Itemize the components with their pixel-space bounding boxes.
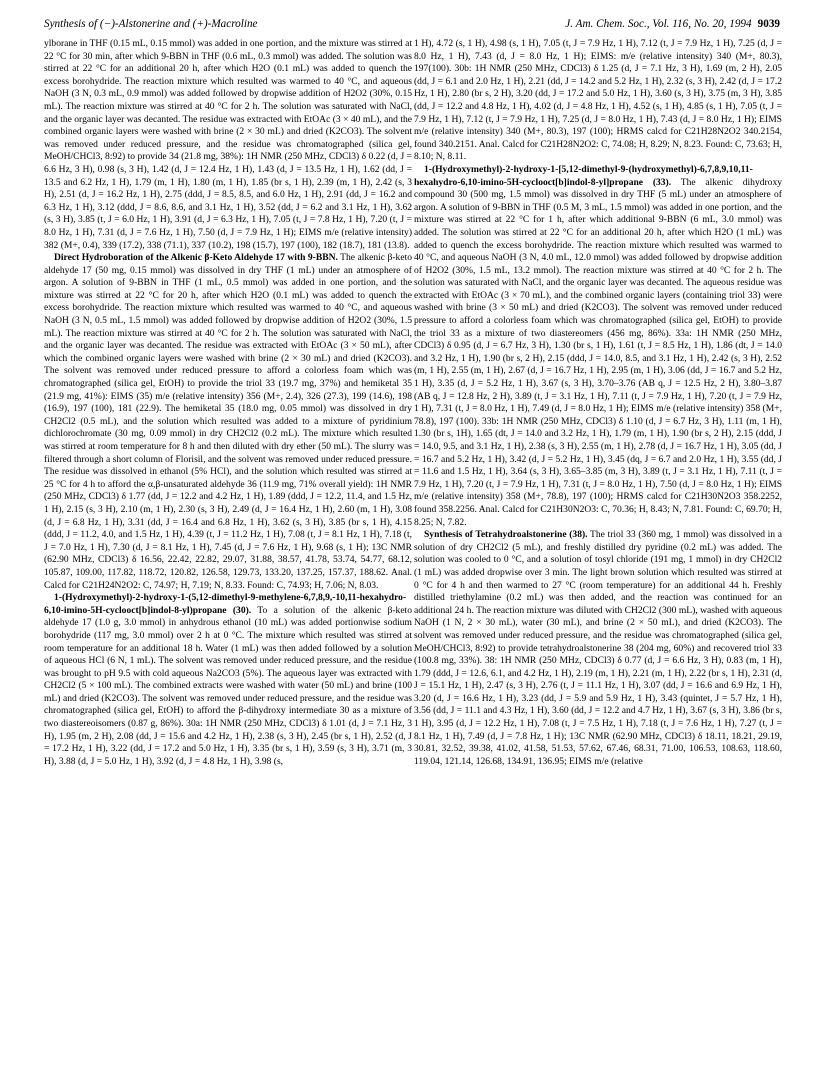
paragraph-text: The alkenic β-keto aldehyde 17 (50 mg, 0.15 mmol) was dissolved in dry THF (1 mL) under an atmosphere of argon. A solution of 9-BBN in THF (1 mL, 0.5 mmol) was added in one portion, and the mixture was stirred at 22 °C for 20 h, after which H2O (0.1 mL) was added to quench the excess borohydride. The reaction mixture which resulted was warmed to 40 °C, and aqueous NaOH (3 N, 0.5 mL, 1.5 mmol) was added followed by dropwise addition of H2O2 (30%, 1.5 mL). The reaction mixture was stirred at 40 °C for 2 h. The solution was saturated with NaCl, and the organic layer was decanted. The residue was extracted with EtOAc (3 × 50 mL), after which the combined organic layers were washed with brine (2 × 30 mL) and dried (K2CO3). The solvent was removed under reduced pressure to afford a colorless foam which was chromatographed (silica gel, EtOH) to provide the triol 33 (19.7 mg, 37%) and hemiketal 35 (21.9 mg, 41%): EIMS (35) m/e (relative intensity) 356 (M+, 2.4), 326 (27.3), 199 (14.6), 198 (16.9), 197 (100), 181 (22.9). The hemiketal 35 (18.0 mg, 0.05 mmol) was dissolved in dry CH2Cl2 (0.5 mL), and the solution which resulted was added to a mixture of pyridinium dichlorochromate (30 mg, 0.09 mmol) in dry CH2Cl2 (0.2 mL). The mixture which resulted was stirred at room temperature for 8 h and then diluted with dry ether (50 mL). The slurry was filtered through a short column of Florisil, and the solvent was removed under reduced pressure. The residue was dissolved in ethanol (5% HCl), and the solution which resulted was stirred at 25 °C for 4 h to afford the α,β-unsaturated aldehyde 36 (11.9 mg, 71% overall yield): 1H NMR (250 MHz, CDCl3) δ 1.77 (dd, J = 12.2 and 4.2 Hz, 1 H), 1.89 (ddd, J = 12.2, 11.4, and 1.5 Hz, 1 H), 2.15 (s, 3 H), 2.10 (m, 1 H), 2.30 (s, 3 H), 2.49 (d, J = 16.4 Hz, 1 H), 2.60 (m, 1 H), 3.08 (d, J = 6.8 Hz, 1 H), 3.31 (dd, J = 16.4 and 6.8 Hz, 1 H), 3.62 (s, 3 H), 3.85 (br s, 1 H), 4.15 (ddd, J = 11.2, 4.0, and 1.5 Hz, 1 H), 4.39 (t, J = 11.2 Hz, 1 H), 7.08 (t, J = 8.1 Hz, 1 H), 7.18 (t, J = 7.0 Hz, 1 H), 7.30 (d, J = 8.1 Hz, 1 H), 7.45 (d, J = 7.6 Hz, 1 H), 9.68 (s, 1 H); 13C NMR (62.90 MHz, CDCl3) δ 16.56, 22.42, 22.82, 29.07, 31.88, 38.57, 41.78, 53.74, 54.77, 68.12, 105.87, 109.00, 117.82, 118.72, 120.82, 126.58, 129.73, 133.20, 137.25, 157.37, 188.62. Anal. Calcd for C21H24N2O2: C, 74.97; H, 7.19; N, 8.33. Found: C, 74.93; H, 7.06; N, 8.03. xyxy=(44,252,412,591)
paragraph xyxy=(414,38,782,164)
section-heading: 1-(Hydroxymethyl)-2-hydroxy-1-[5,12-dimethyl-9-(hydroxymethyl)-6,7,8,9,10,11-hexahydro-6,10-imino-5H-cyclooct[b]indol-8-yl]propane (33). xyxy=(414,163,753,188)
paragraph-text: The triol 33 (360 mg, 1 mmol) was dissolved in a solution of dry CH2Cl2 (5 mL), and freshly distilled dry pyridine (0.2 mL) was added. The solution was cooled to 0 °C, and a solution of tosyl chloride (191 mg, 1 mmol) in dry CH2Cl2 (1 mL) was added dropwise over 3 min. The light brown solution which resulted was stirred at 0 °C for 4 h and then warmed to 27 °C (room temperature) for an additional 44 h. Freshly distilled triethylamine (0.2 mL) was then added, and the reaction was continued for an additional 24 h. The reaction mixture was diluted with CH2Cl2 (300 mL), washed with aqueous NaOH (1 N, 2 × 30 mL), water (30 mL), and brine (2 × 50 mL), and dried (K2CO3). The solvent was removed under reduced pressure, and the residue was chromatographed (silica gel, MeOH/CHCl3, 8:92) to provide tetrahydroalstonerine 38 (204 mg, 60%) and recovered triol 33 (100.8 mg, 33%). 38: 1H NMR (250 MHz, CDCl3) δ 0.77 (d, J = 6.6 Hz, 3 H), 0.83 (m, 1 H), 1.79 (ddd, J = 12.6, 6.1, and 4.2 Hz, 1 H), 2.19 (m, 1 H), 2.21 (m, 1 H), 2.22 (br s, 1 H), 2.31 (d, J = 15.1 Hz, 1 H), 2.47 (s, 3 H), 2.76 (t, J = 11.1 Hz, 1 H), 3.07 (dd, J = 16.6 and 6.9 Hz, 1 H), 3.20 (d, J = 16.6 Hz, 1 H), 3.23 (dd, J = 5.9 and 5.9 Hz, 1 H), 3.43 (quintet, J = 5.7 Hz, 1 H), 3.56 (dd, J = 11.1 and 4.3 Hz, 1 H), 3.60 (dd, J = 12.2 and 4.7 Hz, 1 H), 3.67 (s, 3 H), 3.86 (br s, 1 H), 3.95 (d, J = 12.2 Hz, 1 H), 7.08 (t, J = 7.5 Hz, 1 H), 7.18 (t, J = 7.6 Hz, 1 H), 7.27 (t, J = 8.1 Hz, 1 H), 7.49 (d, J = 7.8 Hz, 1 H); 13C NMR (62.90 MHz, CDCl3) δ 18.11, 18.21, 29.19, 30.81, 32.52, 39.38, 41.02, 41.58, 51.53, 57.62, 67.46, 68.31, 71.00, 106.53, 108.63, 118.60, 119.04, 121.14, 126.68, 134.91, 136.95; EIMS m/e (relative xyxy=(414,529,782,767)
section-heading: Synthesis of Tetrahydroalstonerine (38). xyxy=(424,529,588,541)
running-title: Synthesis of (−)-Alstonerine and (+)-Macroline xyxy=(44,18,258,30)
journal-name: J. Am. Chem. Soc., Vol. 116, No. 20, 1994 xyxy=(565,18,752,30)
paragraph-text: To a solution of the alkenic β-keto aldehyde 17 (1.0 g, 3.0 mmol) in anhydrous ethanol (10 mL) was added portionwise sodium borohydride (117 mg, 3.0 mmol) over 2 h at 0 °C. The mixture which resulted was stirred at room temperature for an additional 18 h. Water (1 mL) was then added followed by a solution of aqueous HCl (6 N, 1 mL). The solvent was removed under reduced pressure, and the residue was brought to pH 9.5 with cold aqueous Na2CO3 (5%). The aqueous layer was extracted with CH2Cl2 (5 × 100 mL). The combined extracts were washed with water (50 mL) and brine (100 mL) and dried (K2CO3). The solvent was removed under reduced pressure, and the residue was chromatographed (silica gel, EtOH) to afford the β-dihydroxy intermediate 30 as a mixture of two diastereoisomers (0.87 g, 86%). 30a: 1H NMR (250 MHz, CDCl3) δ 1.01 (d, J = 7.1 Hz, 3 H), 1.95 (m, 2 H), 2.08 (dd, J = 15.6 and 4.2 Hz, 1 H), 2.38 (s, 3 H), 2.45 (br s, 1 H), 2.52 (d, J = 17.2 Hz, 1 H), 3.22 (dd, J = 17.2 and 5.0 Hz, 1 H), 3.35 (br s, 1 H), 3.59 (s, 3 H), 3.71 (m, 3 H), 3.88 (d, J = 5.0 Hz, 1 H), 3.92 (d, J = 4.8 Hz, 1 H), 3.98 (s, xyxy=(44,604,412,767)
section-heading: 1-(Hydroxymethyl)-2-hydroxy-1-(5,12-dimethyl-9-methylene-6,7,8,9,-10,11-hexahydro-6,10-imino-5H-cyclooct[b]indol-8-yl)propane (30). xyxy=(44,592,407,616)
section-heading: Direct Hydroboration of the Alkenic β-Keto Aldehyde 17 with 9-BBN. xyxy=(54,252,338,264)
paragraph xyxy=(44,592,412,768)
paragraph xyxy=(44,38,412,252)
paragraph xyxy=(414,164,782,529)
paragraph-text: ylborane in THF (0.15 mL, 0.15 mmol) was added in one portion, and the mixture was stirred at 22 °C for 30 min, after which 9-BBN in THF (0.6 mL, 0.3 mmol) was added. The solution was stirred at 22 °C for an additional 20 h, after which H2O (0.1 mL) was added to quench the excess borohydride. The reaction mixture which resulted was warmed to 40 °C, and aqueous NaOH (3 N, 0.3 mL, 0.9 mmol) was added followed by dropwise addition of H2O2 (30%, 0.15 mL). The reaction mixture was stirred at 40 °C for 2 h. The solution was saturated with NaCl, and the organic layer was decanted. The residue was extracted with EtOAc (3 × 40 mL), and the combined organic layers were washed with brine (2 × 30 mL) and dried (K2CO3). The solvent was removed under reduced pressure, and the residue was chromatographed (silica gel, MeOH/CHCl3, 8:92) to provide 34 (21.8 mg, 38%): 1H NMR (250 MHz, CDCl3) δ 0.22 (d, J = 6.6 Hz, 3 H), 0.98 (s, 3 H), 1.42 (d, J = 12.4 Hz, 1 H), 1.43 (d, J = 13.5 Hz, 1 H), 1.62 (dd, J = 13.5 and 6.2 Hz, 1 H), 1.79 (m, 1 H), 1.80 (m, 1 H), 1.85 (br s, 1 H), 2.39 (m, 1 H), 2.42 (s, 3 H), 2.51 (d, J = 16.2 Hz, 1 H), 2.75 (ddd, J = 8.5, 8.5, and 6.0 Hz, 1 H), 2.91 (dd, J = 16.2 and 6.3 Hz, 1 H), 3.12 (ddd, J = 8.6, 8.6, and 3.1 Hz, 1 H), 3.52 (dd, J = 6.2 and 3.1 Hz, 1 H), 3.62 (s, 3 H), 3.85 (t, J = 6.0 Hz, 1 H), 3.91 (d, J = 6.3 Hz, 1 H), 7.05 (t, J = 7.8 Hz, 1 H), 7.20 (t, J = 8.0 Hz, 1 H), 7.31 (d, J = 7.6 Hz, 1 H), 7.50 (d, J = 7.9 Hz, 1 H); EIMS m/e (relative intensity) 382 (M+, 0.4), 339 (17.2), 338 (71.1), 337 (10.2), 198 (15.7), 197 (100), 182 (18.7), 181 (13.8). xyxy=(44,38,412,251)
page-number: 9039 xyxy=(757,18,780,30)
right-text-column xyxy=(414,38,782,1060)
paragraph xyxy=(414,529,782,768)
paragraph-text: The alkenic dihydroxy compound 30 (500 mg, 1.5 mmol) was dissolved in dry THF (5 mL) under an atmosphere of argon. A solution of 9-BBN in THF (0.5 M, 3 mL, 1.5 mmol) was added in one portion, and the mixture was stirred at 22 °C for 1 h, after which additional 9-BBN (6 mL, 3.0 mmol) was added. The solution was stirred at 22 °C for an additional 20 h, after which H2O (1 mL) was added to quench the excess borohydride. The reaction mixture which resulted was warmed to 40 °C, and aqueous NaOH (3 N, 4.0 mL, 12.0 mmol) was added followed by dropwise addition of H2O2 (30%, 1.5 mL, 13.2 mmol). The reaction mixture was stirred at 40 °C for 2 h. The solution was saturated with NaCl, and the organic layer was decanted. The aqueous residue was extracted with EtOAc (3 × 70 mL), and the combined organic layers (containing triol 33) were washed with brine (3 × 50 mL) and dried (K2CO3). The solvent was removed under reduced pressure to afford a colorless foam which was chromatographed (silica gel, EtOH) to provide the triol 33 as a mixture of two diastereomers (456 mg, 86%). 33a: 1H NMR (250 MHz, CDCl3) δ 0.95 (d, J = 6.7 Hz, 3 H), 1.30 (br s, 1 H), 1.61 (t, J = 8.5 Hz, 1 H), 1.86 (dt, J = 14.0 and 3.2 Hz, 1 H), 1.90 (br s, 2 H), 2.15 (ddd, J = 14.0, 8.5, and 3.1 Hz, 1 H), 2.42 (s, 3 H), 2.52 (m, 1 H), 2.55 (m, 1 H), 2.67 (d, J = 16.7 Hz, 1 H), 2.95 (m, 1 H), 3.06 (dd, J = 16.7 and 5.2 Hz, 1 H), 3.35 (d, J = 5.2 Hz, 1 H), 3.67 (s, 3 H), 3.70–3.76 (AB q, J = 12.5 Hz, 2 H), 3.80–3.87 (AB q, J = 12.8 Hz, 2 H), 3.89 (t, J = 3.1 Hz, 1 H), 7.11 (t, J = 7.9 Hz, 1 H), 7.20 (t, J = 7.9 Hz, 1 H), 7.31 (t, J = 8.0 Hz, 1 H), 7.49 (d, J = 8.0 Hz, 1 H); EIMS m/e (relative intensity) 358 (M+, 78.8), 197 (100). 33b: 1H NMR (250 MHz, CDCl3) δ 1.10 (d, J = 6.7 Hz, 3 H), 1.11 (m, 1 H), 1.30 (br s, 1H), 1.65 (dt, J = 14.0 and 3.2 Hz, 1 H), 1.79 (m, 1 H), 1.90 (br s, 2 H), 2.15 (ddd, J = 14.0, 9.5, and 3.1 Hz, 1 H), 2.38 (s, 3 H), 2.55 (m, 1 H), 2.78 (d, J = 16.7 Hz, 1 H), 3.05 (dd, J = 16.7 and 5.2 Hz, 1 H), 3.42 (d, J = 5.2 Hz, 1 H), 3.45 (dq, J = 6.7 and 2.0 Hz, 1 H), 3.55 (dd, J = 11.6 and 1.5 Hz, 1 H), 3.64 (s, 3 H), 3.65–3.85 (m, 3 H), 3.89 (t, J = 3.1 Hz, 1 H), 7.11 (t, J = 7.9 Hz, 1 H), 7.20 (t, J = 7.9 Hz, 1 H), 7.31 (t, J = 8.0 Hz, 1 H), 7.50 (d, J = 8.0 Hz, 1 H); EIMS m/e (relative intensity) 358 (M+, 78.8), 197 (100); HRMS calcd for C21H30N2O3 358.2252, found 358.2256. Anal. Calcd for C21H30N2O3: C, 70.36; H, 8.43; N, 7.81. Found: C, 69.70; H, 8.25; N, 7.82. xyxy=(414,176,782,528)
paragraph xyxy=(44,252,412,592)
running-header xyxy=(44,18,780,32)
left-text-column xyxy=(44,38,412,1060)
journal-citation xyxy=(565,18,780,30)
paragraph-text: 1 H), 4.72 (s, 1 H), 4.98 (s, 1 H), 7.05 (t, J = 7.9 Hz, 1 H), 7.12 (t, J = 7.9 Hz, 1 H), 7.25 (d, J = 8.0 Hz, 1 H), 7.43 (d, J = 8.0 Hz, 1 H); EIMS: m/e (relative intensity) 340 (M+, 80.3), 197(100). 30b: 1H NMR (250 MHz, CDCl3) δ 1.25 (d, J = 7.1 Hz, 3 H), 1.69 (m, 2 H), 2.05 (dd, J = 6.1 and 2.0 Hz, 1 H), 2.21 (dd, J = 14.2 and 5.2 Hz, 1 H), 2.32 (s, 3 H), 2.42 (d, J = 17.2 Hz, 1 H), 2.80 (br s, 2 H), 3.20 (dd, J = 17.2 and 5.0 Hz, 1 H), 3.60 (s, 3 H), 3.75 (m, 3 H), 3.85 (dd, J = 12.2 and 4.8 Hz, 1 H), 4.02 (d, J = 4.8 Hz, 1 H), 4.52 (s, 1 H), 4.85 (s, 1 H), 7.05 (t, J = 7.9 Hz, 1 H), 7.12 (t, J = 7.9 Hz, 1 H), 7.25 (d, J = 8.0 Hz, 1 H), 7.43 (d, J = 8.0 Hz, 1 H); EIMS m/e (relative intensity) 340 (M+, 80.3), 197 (100); HRMS calcd for C21H28N2O2 340.2154, found 340.2151. Anal. Calcd for C21H28N2O2: C, 74.08; H, 8.29; N, 8.23. Found: C, 73.63; H, 8.10; N, 8.11. xyxy=(414,38,782,163)
